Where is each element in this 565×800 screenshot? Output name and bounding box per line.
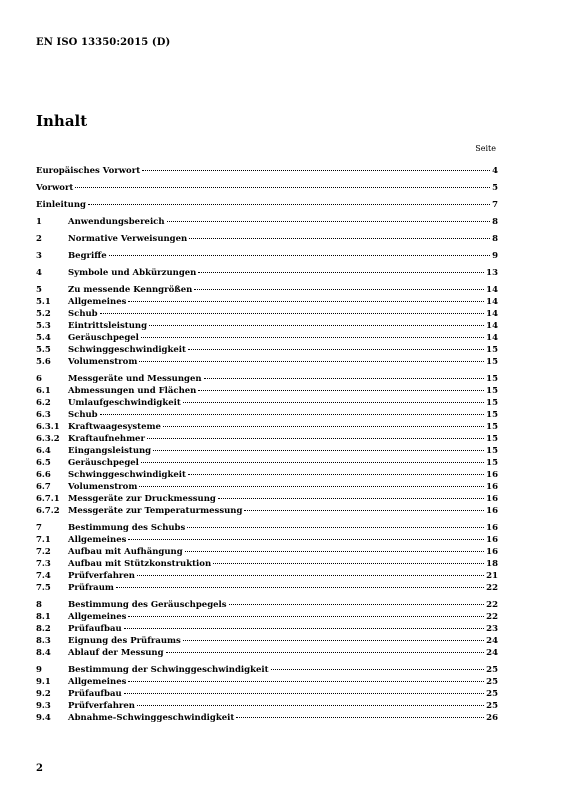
toc-entry-page: 24 (486, 648, 498, 658)
toc-entry-label: Umlaufgeschwindigkeit (68, 398, 181, 408)
toc-leader-dots (198, 272, 484, 273)
toc-entry-page: 16 (486, 482, 498, 492)
toc-leader-dots (88, 204, 490, 205)
toc-leader-dots (167, 221, 491, 222)
toc-entry-page: 15 (486, 458, 498, 468)
toc-leader-dots (128, 681, 484, 682)
toc-entry[interactable] (36, 624, 498, 636)
toc-entry-number: 7 (36, 523, 42, 533)
toc-entry-number: 5.2 (36, 309, 51, 319)
toc-leader-dots (75, 187, 490, 188)
toc-entry[interactable] (36, 648, 498, 660)
toc-entry-label: Eignung des Prüfraums (68, 636, 181, 646)
toc-entry[interactable] (36, 309, 498, 321)
toc-entry[interactable] (36, 434, 498, 446)
toc-entry-number: 5 (36, 285, 42, 295)
toc-entry-page: 16 (486, 547, 498, 557)
toc-entry-number: 6.3.2 (36, 434, 60, 444)
toc-leader-dots (271, 669, 485, 670)
toc-entry-number: 9.3 (36, 701, 51, 711)
toc-entry-label: Messgeräte und Messungen (68, 374, 202, 384)
toc-entry-page: 7 (492, 200, 498, 210)
toc-leader-dots (166, 652, 485, 653)
toc-leader-dots (188, 474, 484, 475)
toc-entry-label: Prüfverfahren (68, 701, 135, 711)
toc-entry-page: 14 (486, 297, 498, 307)
toc-leader-dots (244, 510, 484, 511)
toc-entry-number: 8 (36, 600, 42, 610)
toc-entry-page: 25 (486, 677, 498, 687)
toc-entry-number: 4 (36, 268, 42, 278)
toc-entry-number: 8.3 (36, 636, 51, 646)
toc-entry-page: 25 (486, 701, 498, 711)
toc-entry[interactable] (36, 494, 498, 506)
toc-entry-page: 15 (486, 410, 498, 420)
toc-entry-number: 5.5 (36, 345, 51, 355)
toc-entry-label: Eintrittsleistung (68, 321, 148, 331)
toc-entry[interactable] (36, 612, 498, 624)
toc-entry-page: 4 (492, 166, 498, 176)
toc-entry-number: 9.4 (36, 713, 51, 723)
toc-entry[interactable] (36, 422, 498, 434)
toc-entry-page: 15 (486, 374, 498, 384)
toc-entry-label: Allgemeines (68, 677, 127, 687)
toc-leader-dots (194, 289, 484, 290)
toc-leader-dots (116, 587, 484, 588)
toc-leader-dots (213, 563, 484, 564)
toc-entry[interactable] (36, 345, 498, 357)
toc-leader-dots (188, 349, 484, 350)
toc-entry-label: Anwendungsbereich (68, 217, 165, 227)
page-column-label: Seite (475, 144, 496, 153)
toc-leader-dots (124, 693, 484, 694)
toc-entry[interactable] (36, 523, 498, 535)
toc-entry-number: 7.4 (36, 571, 51, 581)
toc-leader-dots (147, 438, 484, 439)
toc-entry-label: Abnahme-Schwinggeschwindigkeit (68, 713, 235, 723)
toc-entry-page: 15 (486, 357, 498, 367)
toc-entry-number: 9.2 (36, 689, 51, 699)
page-title: Inhalt (36, 112, 88, 130)
toc-entry-label: Zu messende Kenngrößen (68, 285, 193, 295)
toc-entry-number: 6.2 (36, 398, 51, 408)
toc-entry[interactable] (36, 677, 498, 689)
toc-entry[interactable] (36, 701, 498, 713)
toc-entry-page: 16 (486, 523, 498, 533)
toc-entry[interactable] (36, 217, 498, 229)
toc-leader-dots (139, 361, 484, 362)
toc-entry-label: Allgemeines (68, 297, 127, 307)
toc-entry-page: 5 (492, 183, 498, 193)
toc-entry-number: 8.4 (36, 648, 51, 658)
toc-entry[interactable] (36, 689, 498, 701)
toc-entry[interactable] (36, 458, 498, 470)
toc-entry-label: Symbole und Abkürzungen (68, 268, 197, 278)
toc-leader-dots (189, 238, 490, 239)
toc-entry-number: 3 (36, 251, 42, 261)
toc-leader-dots (141, 337, 484, 338)
toc-leader-dots (128, 301, 484, 302)
toc-entry-page: 25 (486, 689, 498, 699)
toc-entry[interactable] (36, 470, 498, 482)
toc-entry[interactable] (36, 398, 498, 410)
toc-entry-number: 9 (36, 665, 42, 675)
toc-entry[interactable] (36, 357, 498, 369)
toc-leader-dots (137, 705, 484, 706)
toc-entry-label: Prüfverfahren (68, 571, 135, 581)
toc-entry-page: 24 (486, 636, 498, 646)
toc-entry-page: 16 (486, 535, 498, 545)
toc-leader-dots (163, 426, 484, 427)
toc-entry[interactable] (36, 535, 498, 547)
toc-entry[interactable] (36, 268, 498, 280)
toc-leader-dots (139, 486, 484, 487)
toc-entry-label: Geräuschpegel (68, 458, 139, 468)
page-number: 2 (36, 763, 43, 774)
toc-entry[interactable] (36, 571, 498, 583)
toc-entry[interactable] (36, 200, 498, 212)
toc-entry-label: Prüfaufbau (68, 689, 122, 699)
toc-entry-number: 6.4 (36, 446, 51, 456)
toc-entry-number: 6.3.1 (36, 422, 60, 432)
toc-entry[interactable] (36, 333, 498, 345)
toc-leader-dots (229, 604, 485, 605)
table-of-contents (36, 166, 498, 725)
toc-entry-label: Bestimmung des Schubs (68, 523, 186, 533)
toc-entry-label: Allgemeines (68, 612, 127, 622)
toc-leader-dots (153, 450, 484, 451)
toc-entry-label: Abmessungen und Flächen (68, 386, 197, 396)
toc-leader-dots (183, 640, 484, 641)
toc-entry-number: 8.2 (36, 624, 51, 634)
toc-entry-page: 22 (486, 600, 498, 610)
toc-entry-number: 7.1 (36, 535, 51, 545)
toc-entry-number: 1 (36, 217, 42, 227)
toc-entry-label: Bestimmung der Schwinggeschwindigkeit (68, 665, 269, 675)
toc-entry[interactable] (36, 446, 498, 458)
toc-entry-label: Volumenstrom (68, 357, 138, 367)
toc-entry-number: 5.4 (36, 333, 51, 343)
toc-entry-page: 15 (486, 345, 498, 355)
toc-entry-label: Schwinggeschwindigkeit (68, 470, 186, 480)
toc-leader-dots (218, 498, 484, 499)
toc-entry-label: Kraftwaagesysteme (68, 422, 161, 432)
toc-entry[interactable] (36, 583, 498, 595)
toc-entry-page: 23 (486, 624, 498, 634)
toc-entry-label: Geräuschpegel (68, 333, 139, 343)
toc-entry-page: 15 (486, 398, 498, 408)
toc-entry-page: 16 (486, 494, 498, 504)
toc-leader-dots (149, 325, 484, 326)
toc-entry-label: Messgeräte zur Temperaturmessung (68, 506, 243, 516)
toc-entry[interactable] (36, 547, 498, 559)
toc-entry[interactable] (36, 166, 498, 178)
toc-entry-label: Schub (68, 309, 98, 319)
toc-entry-label: Vorwort (36, 183, 74, 193)
toc-entry[interactable] (36, 234, 498, 246)
toc-leader-dots (124, 628, 484, 629)
toc-leader-dots (236, 717, 484, 718)
toc-leader-dots (137, 575, 484, 576)
toc-entry[interactable] (36, 600, 498, 612)
toc-entry-page: 14 (486, 285, 498, 295)
toc-entry-page: 8 (492, 217, 498, 227)
toc-leader-dots (128, 616, 484, 617)
toc-entry[interactable] (36, 321, 498, 333)
toc-leader-dots (183, 402, 484, 403)
toc-entry-label: Eingangsleistung (68, 446, 152, 456)
toc-entry[interactable] (36, 285, 498, 297)
toc-entry-label: Schub (68, 410, 98, 420)
toc-entry-page: 15 (486, 422, 498, 432)
toc-leader-dots (204, 378, 485, 379)
toc-entry[interactable] (36, 482, 498, 494)
toc-entry-number: 7.5 (36, 583, 51, 593)
toc-entry-number: 5.6 (36, 357, 51, 367)
toc-entry-page: 8 (492, 234, 498, 244)
toc-entry[interactable] (36, 183, 498, 195)
toc-entry[interactable] (36, 636, 498, 648)
toc-entry-page: 13 (486, 268, 498, 278)
toc-entry-label: Prüfaufbau (68, 624, 122, 634)
toc-entry-label: Einleitung (36, 200, 86, 210)
toc-leader-dots (100, 414, 485, 415)
document-header: EN ISO 13350:2015 (D) (36, 37, 171, 48)
toc-entry-page: 18 (486, 559, 498, 569)
toc-entry-page: 26 (486, 713, 498, 723)
toc-entry-label: Messgeräte zur Druckmessung (68, 494, 216, 504)
toc-entry-number: 2 (36, 234, 42, 244)
toc-leader-dots (187, 527, 484, 528)
toc-entry-number: 8.1 (36, 612, 51, 622)
toc-entry-number: 9.1 (36, 677, 51, 687)
toc-entry[interactable] (36, 665, 498, 677)
toc-entry-page: 22 (486, 583, 498, 593)
toc-entry-label: Allgemeines (68, 535, 127, 545)
toc-leader-dots (141, 462, 484, 463)
toc-leader-dots (198, 390, 484, 391)
toc-entry-page: 14 (486, 309, 498, 319)
toc-entry-label: Volumenstrom (68, 482, 138, 492)
toc-entry-number: 6.5 (36, 458, 51, 468)
toc-entry-label: Prüfraum (68, 583, 114, 593)
toc-leader-dots (128, 539, 484, 540)
toc-leader-dots (100, 313, 485, 314)
toc-leader-dots (142, 170, 490, 171)
toc-leader-dots (109, 255, 490, 256)
toc-entry-label: Ablauf der Messung (68, 648, 164, 658)
toc-entry[interactable] (36, 374, 498, 386)
toc-entry[interactable] (36, 559, 498, 571)
toc-entry-label: Begriffe (68, 251, 107, 261)
toc-entry-page: 15 (486, 434, 498, 444)
toc-entry-label: Europäisches Vorwort (36, 166, 141, 176)
toc-entry-page: 15 (486, 386, 498, 396)
toc-leader-dots (185, 551, 484, 552)
toc-entry-page: 16 (486, 470, 498, 480)
toc-entry-number: 6.6 (36, 470, 51, 480)
toc-entry-number: 6.3 (36, 410, 51, 420)
toc-entry[interactable] (36, 386, 498, 398)
toc-entry[interactable] (36, 297, 498, 309)
toc-entry-number: 7.3 (36, 559, 51, 569)
toc-entry-label: Normative Verweisungen (68, 234, 188, 244)
toc-entry-number: 5.1 (36, 297, 51, 307)
toc-entry-page: 14 (486, 333, 498, 343)
toc-entry-number: 6.7.2 (36, 506, 60, 516)
toc-entry-page: 21 (486, 571, 498, 581)
toc-entry-label: Kraftaufnehmer (68, 434, 145, 444)
toc-entry[interactable] (36, 506, 498, 518)
toc-entry[interactable] (36, 713, 498, 725)
toc-entry-label: Bestimmung des Geräuschpegels (68, 600, 227, 610)
toc-entry-page: 15 (486, 446, 498, 456)
toc-entry-number: 7.2 (36, 547, 51, 557)
toc-entry-label: Aufbau mit Stützkonstruktion (68, 559, 212, 569)
toc-entry-number: 5.3 (36, 321, 51, 331)
toc-entry-label: Schwinggeschwindigkeit (68, 345, 186, 355)
toc-entry-number: 6.7 (36, 482, 51, 492)
toc-entry-page: 16 (486, 506, 498, 516)
toc-entry-label: Aufbau mit Aufhängung (68, 547, 183, 557)
toc-entry-page: 9 (492, 251, 498, 261)
toc-entry-page: 14 (486, 321, 498, 331)
toc-entry-number: 6 (36, 374, 42, 384)
toc-entry-number: 6.7.1 (36, 494, 60, 504)
toc-entry[interactable] (36, 410, 498, 422)
toc-entry-page: 25 (486, 665, 498, 675)
toc-entry-number: 6.1 (36, 386, 51, 396)
toc-entry[interactable] (36, 251, 498, 263)
toc-entry-page: 22 (486, 612, 498, 622)
